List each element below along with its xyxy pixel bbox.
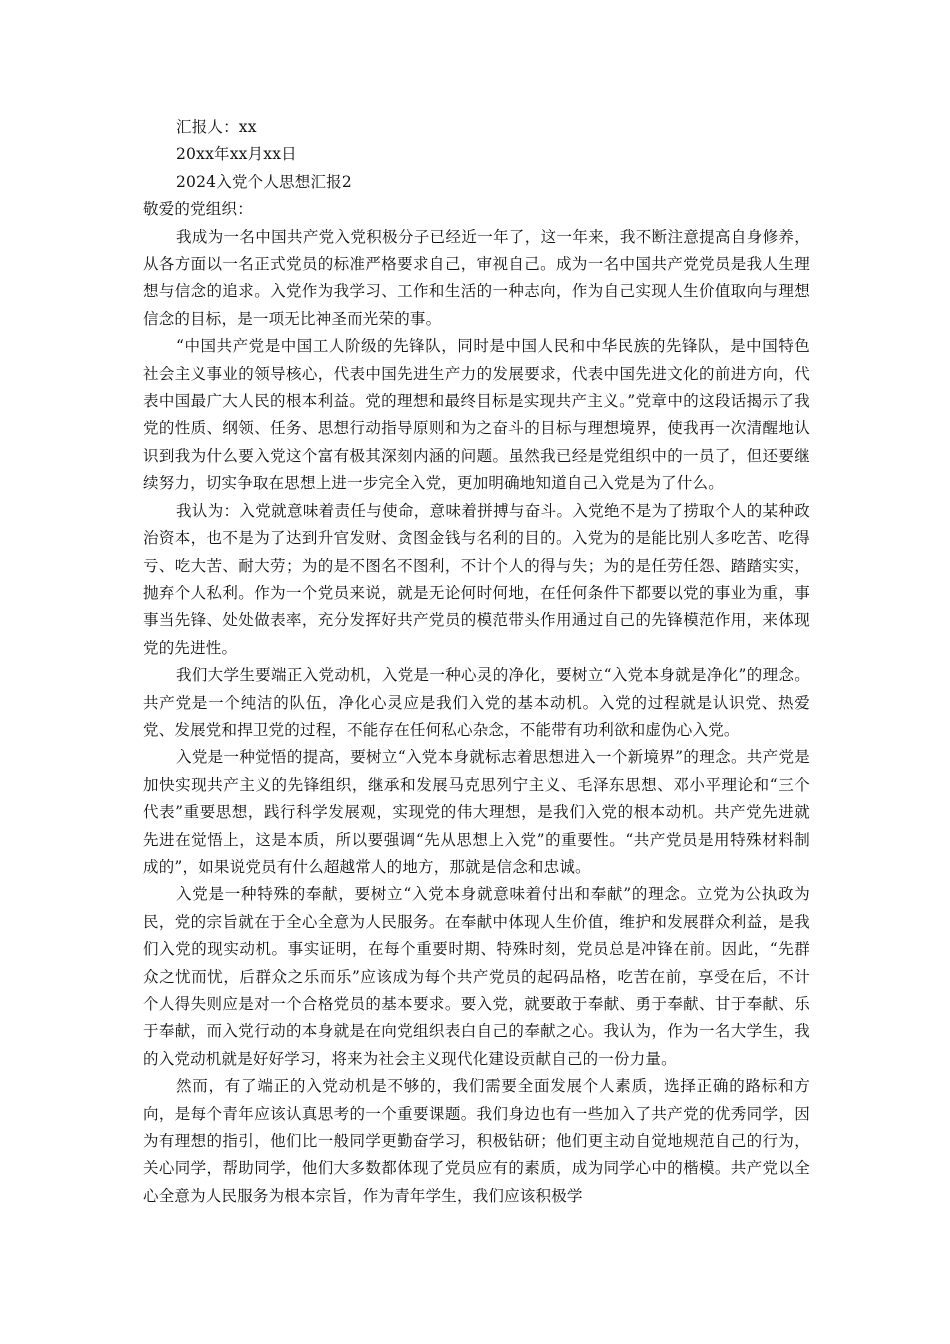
reporter-line: 汇报人：xx: [176, 118, 257, 136]
salutation: 敬爱的党组织：: [143, 200, 253, 219]
paragraph-1: 我成为一名中国共产党入党积极分子已经近一年了，这一年来，我不断注意提高自身修养，从各方面以一名正式党员的标准严格要求自己，审视自己。成为一名中国共产党党员是我人生理想与信念的追求。入党作为我学习、工作和生活的一种志向，作为自己实现人生价值取向与理想信念的目标，是一项无比神圣而光荣的事。: [143, 227, 810, 328]
paragraph-6: 入党是一种特殊的奉献，要树立“入党本身就意味着付出和奉献”的理念。立党为公执政为民，党的宗旨就在于全心全意为人民服务。在奉献中体现人生价值，维护和发展群众利益，是我们入党的现实动机。事实证明，在每个重要时期、特殊时刻，党员总是冲锋在前。因此，“先群众之忧而忧，后群众之乐而乐”应该成为每个共产党员的起码品格，吃苦在前，享受在后，不计个人得失则应是对一个合格党员的基本要求。要入党，就要敢于奉献、勇于奉献、甘于奉献、乐于奉献，而入党行动的本身就是在向党组织表白自己的奉献之心。我认为，作为一名大学生，我的入党动机就是好好学习，将来为社会主义现代化建设贡献自己的一份力量。: [143, 885, 810, 1068]
paragraph-2: “中国共产党是中国工人阶级的先锋队，同时是中国人民和中华民族的先锋队，是中国特色社会主义事业的领导核心，代表中国先进生产力的发展要求，代表中国先进文化的前进方向，代表中国最广大人民的根本利益。党的理想和最终目标是实现共产主义。”党章中的这段话揭示了我党的性质、纲领、任务、思想行动指导原则和为之奋斗的目标与理想境界，使我再一次清醒地认识到我为什么要入党这个富有极其深刻内涵的问题。虽然我已经是党组织中的一员了，但还要继续努力，切实争取在思想上进一步完全入党，更加明确地知道自己入党是为了什么。: [143, 337, 810, 493]
paragraph-7: 然而，有了端正的入党动机是不够的，我们需要全面发展个人素质，选择正确的路标和方向，是每个青年应该认真思考的一个重要课题。我们身边也有一些加入了共产党的优秀同学，因为有理想的指引，他们比一般同学更勤奋学习，积极钻研；他们更主动自觉地规范自己的行为，关心同学，帮助同学，他们大多数都体现了党员应有的素质，成为同学心中的楷模。共产党以全心全意为人民服务为根本宗旨，作为青年学生，我们应该积极学: [143, 1077, 810, 1205]
date-line: 20xx年xx月xx日: [176, 145, 297, 164]
paragraph-5: 入党是一种觉悟的提高，要树立“入党本身就标志着思想进入一个新境界”的理念。共产党是加快实现共产主义的先锋组织，继承和发展马克思列宁主义、毛泽东思想、邓小平理论和“三个代表”重要思想，践行科学发展观，实现党的伟大理想，是我们入党的根本动机。共产党先进就先进在觉悟上，这是本质，所以要强调“先从思想上入党”的重要性。“共产党员是用特殊材料制成的”，如果说党员有什么超越常人的地方，那就是信念和忠诚。: [143, 748, 810, 876]
paragraph-4: 我们大学生要端正入党动机，入党是一种心灵的净化，要树立“入党本身就是净化”的理念。共产党是一个纯洁的队伍，净化心灵应是我们入党的基本动机。入党的过程就是认识党、热爱党、发展党和捍卫党的过程，不能存在任何私心杂念，不能带有功利欲和虚伪心入党。: [143, 666, 810, 739]
report-title: 2024入党个人思想汇报2: [176, 172, 352, 191]
paragraph-3: 我认为：入党就意味着责任与使命，意味着拼搏与奋斗。入党绝不是为了捞取个人的某种政治资本，也不是为了达到升官发财、贪图金钱与名利的目的。入党为的是能比别人多吃苦、吃得亏、吃大苦、耐大劳；为的是不图名不图利，不计个人的得与失；为的是任劳任怨、踏踏实实，抛弃个人私利。作为一个党员来说，就是无论何时何地，在任何条件下都要以党的事业为重，事事当先锋、处处做表率，充分发挥好共产党员的模范带头作用通过自己的先锋模范作用，来体现党的先进性。: [143, 501, 810, 657]
document-body: [143, 114, 810, 1210]
